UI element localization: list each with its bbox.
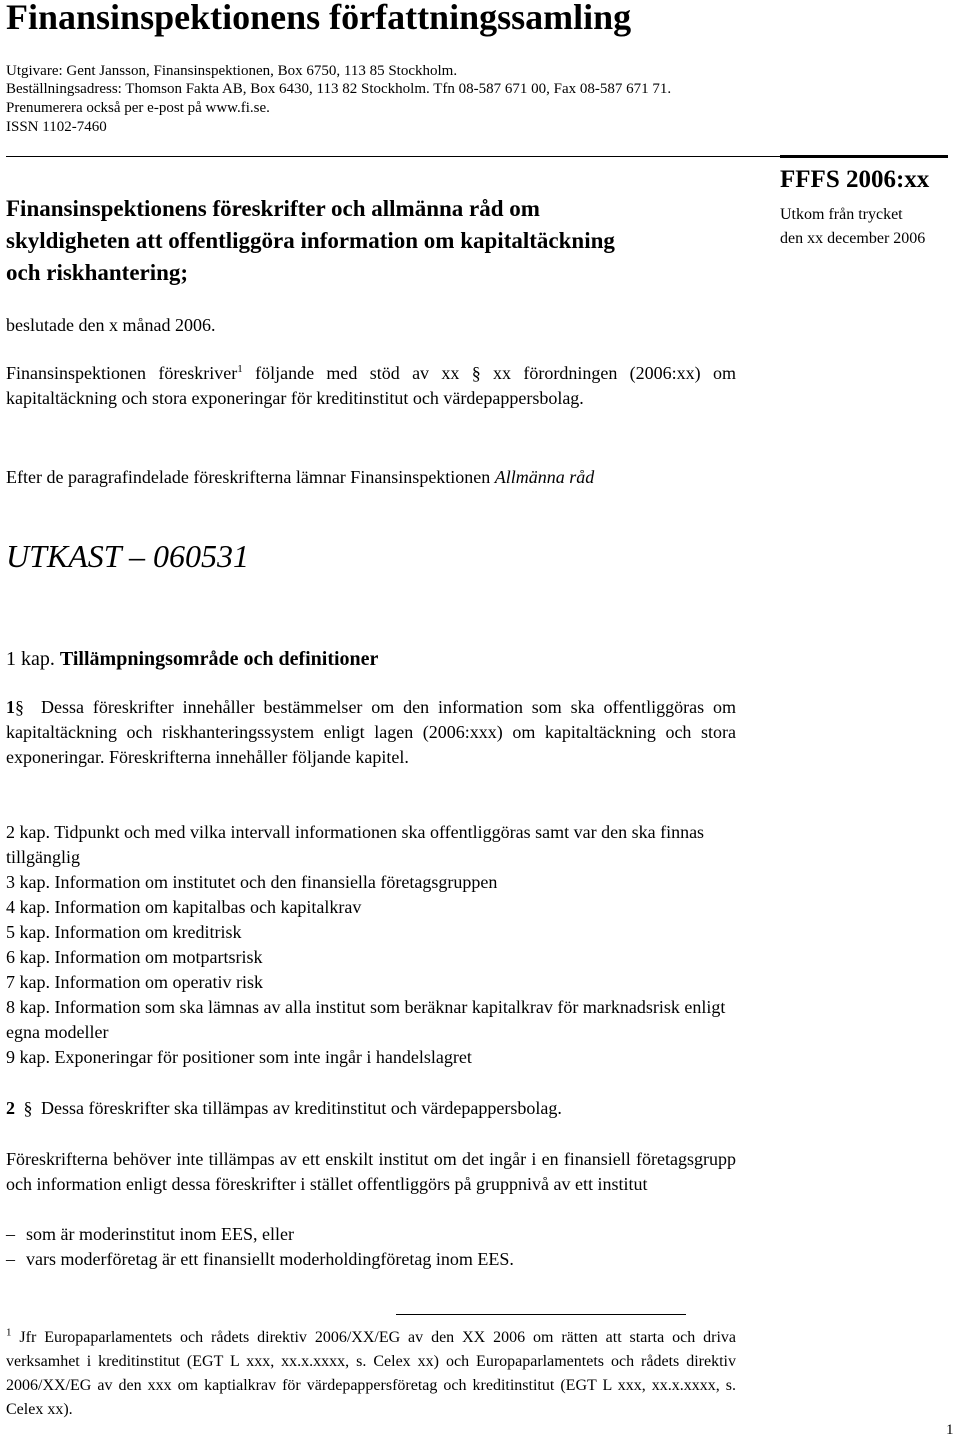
chapter-heading: [6, 648, 378, 671]
footnote-reference: 1: [237, 363, 243, 375]
section-1-number: 1: [6, 697, 15, 717]
intro-text-after: följande med stöd av xx § xx förordningen (2006:xx) om kapitaltäckning och stora exponeringar för kreditinstitut och värdepappersbolag.: [6, 363, 736, 408]
chapter-list-number: 8 kap.: [6, 997, 50, 1017]
section-symbol: §: [15, 697, 24, 717]
chapter-list-text: Information om motpartsrisk: [54, 947, 263, 967]
advice-italic: Allmänna råd: [494, 467, 595, 487]
chapter-list-item: [6, 945, 736, 970]
chapter-list-text: Information om institutet och den finansiella företagsgruppen: [54, 872, 498, 892]
advice-paragraph: [6, 465, 736, 490]
exemption-list-item: [6, 1247, 736, 1272]
dash-bullet: –: [6, 1224, 15, 1244]
dash-bullet: –: [6, 1249, 15, 1269]
intro-paragraph: [6, 361, 736, 411]
order-address-line: Beställningsadress: Thomson Fakta AB, Box 6430, 113 82 Stockholm. Tfn 08-587 671 00, Fax 08-587 671 71.: [6, 81, 672, 97]
chapter-list-text: Information om kapitalbas och kapitalkrav: [54, 897, 362, 917]
chapter-list-text: Exponeringar för positioner som inte ingår i handelslagret: [54, 1047, 472, 1067]
footnote-number: 1: [6, 1326, 12, 1339]
chapter-list-item: [6, 870, 736, 895]
section-symbol: §: [23, 1098, 33, 1118]
chapter-list-number: 7 kap.: [6, 972, 50, 992]
subscription-line: Prenumerera också per e-post på www.fi.se.: [6, 100, 270, 116]
chapter-list-number: 2 kap.: [6, 822, 50, 842]
chapter-list-text: Information om operativ risk: [54, 972, 263, 992]
section-2-text: Dessa föreskrifter ska tillämpas av kreditinstitut och värdepappersbolag.: [41, 1098, 562, 1118]
advice-text: Efter de paragrafindelade föreskrifterna lämnar Finansinspektionen: [6, 467, 491, 487]
chapter-title: Tillämpningsområde och definitioner: [59, 648, 379, 670]
chapter-list-number: 5 kap.: [6, 922, 50, 942]
ffs-code: FFFS 2006:xx: [780, 166, 930, 193]
publisher-line: Utgivare: Gent Jansson, Finansinspektionen, Box 6750, 113 85 Stockholm.: [6, 63, 458, 79]
chapter-list-text: Information om kreditrisk: [54, 922, 242, 942]
exemption-list-text: vars moderföretag är ett finansiellt moderholdingföretag inom EES.: [26, 1249, 514, 1269]
chapter-list-item: [6, 895, 736, 920]
chapter-list-item: [6, 820, 736, 870]
section-1-paragraph: [6, 695, 736, 770]
section-2-paragraph: [6, 1096, 736, 1121]
chapter-list-item: [6, 1045, 736, 1070]
draft-label: UTKAST – 060531: [6, 538, 250, 574]
exemption-list-item: [6, 1222, 736, 1247]
chapter-list-number: 3 kap.: [6, 872, 50, 892]
intro-text-before: Finansinspektionen föreskriver: [6, 363, 238, 383]
collection-title: Finansinspektionens författningssamling: [6, 0, 632, 37]
chapter-list-number: 9 kap.: [6, 1047, 50, 1067]
section-1-text: Dessa föreskrifter innehåller bestämmelser om den information som ska offentliggöras om kapitaltäckning och riskhanteringssystem enligt lagen (2006:xxx) om kapitaltäckning och stora exponeringar. Föreskrifterna innehåller följande kapitel.: [6, 697, 736, 767]
footnote-text: Jfr Europaparlamentets och rådets direktiv 2006/XX/EG av den XX 2006 om rätten att starta och driva verksamhet i kreditinstitut (EGT L xxx, xx.x.xxxx, s. Celex xx) och Europaparlamentets och rådets direktiv 2006/XX/EG av den xxx om kaptialkrav för värdepappersföretag och kreditinstitut (EGT L xxx, xx.x.xxxx, s. Celex xx).: [6, 1329, 736, 1418]
chapter-number: 1 kap.: [6, 648, 55, 670]
exemption-list-text: som är moderinstitut inom EES, eller: [26, 1224, 294, 1244]
issued-line-1: Utkom från trycket: [780, 206, 903, 223]
footnote: [6, 1326, 736, 1422]
chapter-list-text: Tidpunkt och med vilka intervall informationen ska offentliggöras samt var den ska finnas tillgänglig: [6, 822, 705, 867]
exemption-list: [6, 1222, 736, 1272]
chapter-list-number: 6 kap.: [6, 947, 50, 967]
footnote-divider: [396, 1314, 686, 1315]
decision-date: beslutade den x månad 2006.: [6, 315, 216, 335]
group-exemption-paragraph: Föreskrifterna behöver inte tillämpas av ett enskilt institut om det ingår i en finansiell företagsgrupp och information enligt dessa föreskrifter i stället offentliggörs på gruppnivå av ett institut: [6, 1149, 736, 1194]
chapter-list-item: [6, 970, 736, 995]
issn-number: ISSN 1102-7460: [6, 119, 107, 135]
chapter-list-text: Information som ska lämnas av alla institut som beräknar kapitalkrav för marknadsrisk enligt egna modeller: [6, 997, 726, 1042]
page-number: 1: [946, 1422, 954, 1438]
header-divider-accent: [780, 155, 948, 158]
chapter-list-item: [6, 920, 736, 945]
chapter-list: [6, 820, 736, 1070]
chapter-list-item: [6, 995, 736, 1045]
section-2-number: 2: [6, 1098, 15, 1118]
regulation-title: Finansinspektionens föreskrifter och allmänna råd om skyldigheten att offentliggöra information om kapitaltäckning och riskhantering;: [6, 196, 615, 285]
chapter-list-number: 4 kap.: [6, 897, 50, 917]
issued-line-2: den xx december 2006: [780, 230, 926, 247]
